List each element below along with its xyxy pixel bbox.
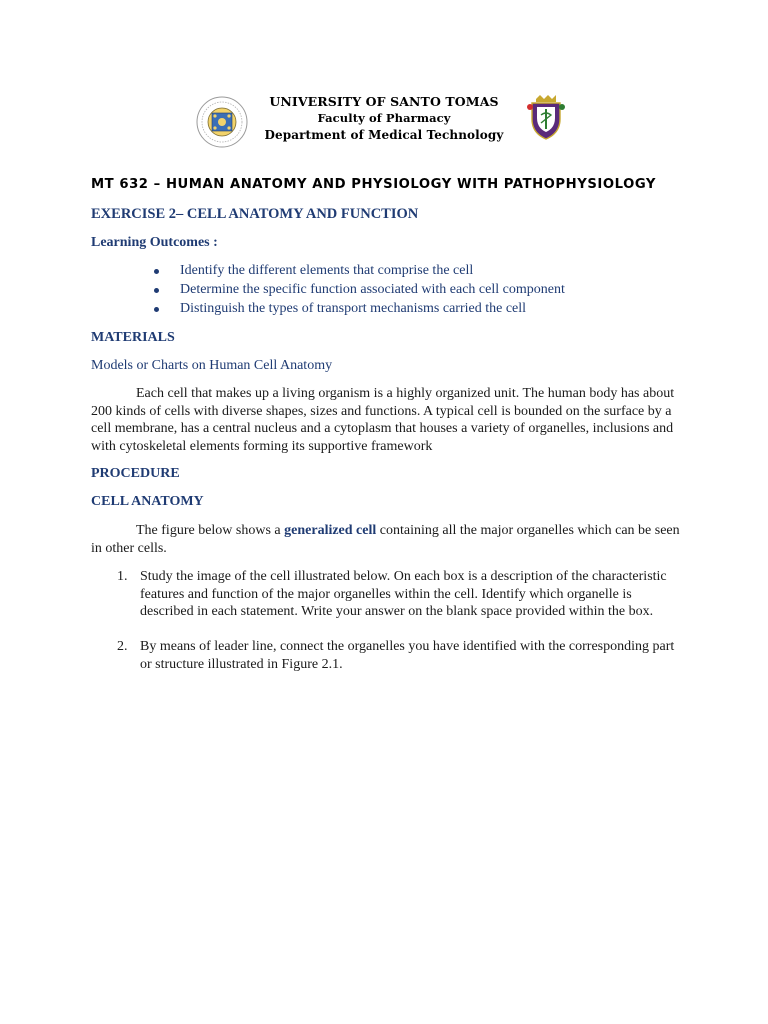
faculty-name: Faculty of Pharmacy — [317, 111, 451, 125]
materials-heading: MATERIALS — [91, 330, 175, 345]
department-name: Department of Medical Technology — [264, 128, 504, 142]
outcome-text: Identify the different elements that comprise the cell — [180, 263, 474, 278]
exercise-title: EXERCISE 2– CELL ANATOMY AND FUNCTION — [91, 206, 419, 222]
bullet-icon — [154, 307, 159, 312]
procedure-heading: PROCEDURE — [91, 466, 180, 481]
figure-paragraph — [91, 522, 681, 557]
bullet-icon — [154, 269, 159, 274]
figure-text-before: The figure below shows a — [136, 523, 285, 538]
course-title: MT 632 – HUMAN ANATOMY AND PHYSIOLOGY WITH PATHOPHYSIOLOGY — [91, 177, 657, 192]
step-text: Study the image of the cell illustrated below. On each box is a description of the characteristic features and function of the major organelles within the cell. Identify which organelle is described in each statement. Write your answer on the blank space provided within the box. — [140, 569, 667, 620]
step-number: 2. — [117, 639, 128, 654]
procedure-step — [117, 568, 681, 621]
generalized-cell-highlight: generalized cell — [284, 523, 377, 538]
outcome-text: Determine the specific function associated with each cell component — [180, 282, 565, 297]
procedure-step — [117, 638, 681, 673]
figure-text-after: containing all the major organelles which can be seen in other cells. — [91, 523, 680, 556]
step-number: 1. — [117, 569, 128, 584]
outcome-text: Distinguish the types of transport mechanisms carried the cell — [180, 301, 527, 316]
step-text: By means of leader line, connect the organelles you have identified with the corresponding part or structure illustrated in Figure 2.1. — [140, 639, 675, 672]
learning-outcomes-heading: Learning Outcomes : — [91, 235, 218, 250]
bullet-icon — [154, 288, 159, 293]
materials-text: Models or Charts on Human Cell Anatomy — [91, 358, 333, 373]
university-name: UNIVERSITY OF SANTO TOMAS — [269, 94, 499, 109]
intro-paragraph: Each cell that makes up a living organism is a highly organized unit. The human body has about 200 kinds of cells with diverse shapes, sizes and functions. A typical cell is bounded on the surface by a cell membrane, has a central nucleus and a cytoplasm that houses a variety of organelles, inclusions and with cytoskeletal elements forming its supportive framework — [91, 386, 675, 455]
cell-anatomy-heading: CELL ANATOMY — [91, 494, 204, 509]
